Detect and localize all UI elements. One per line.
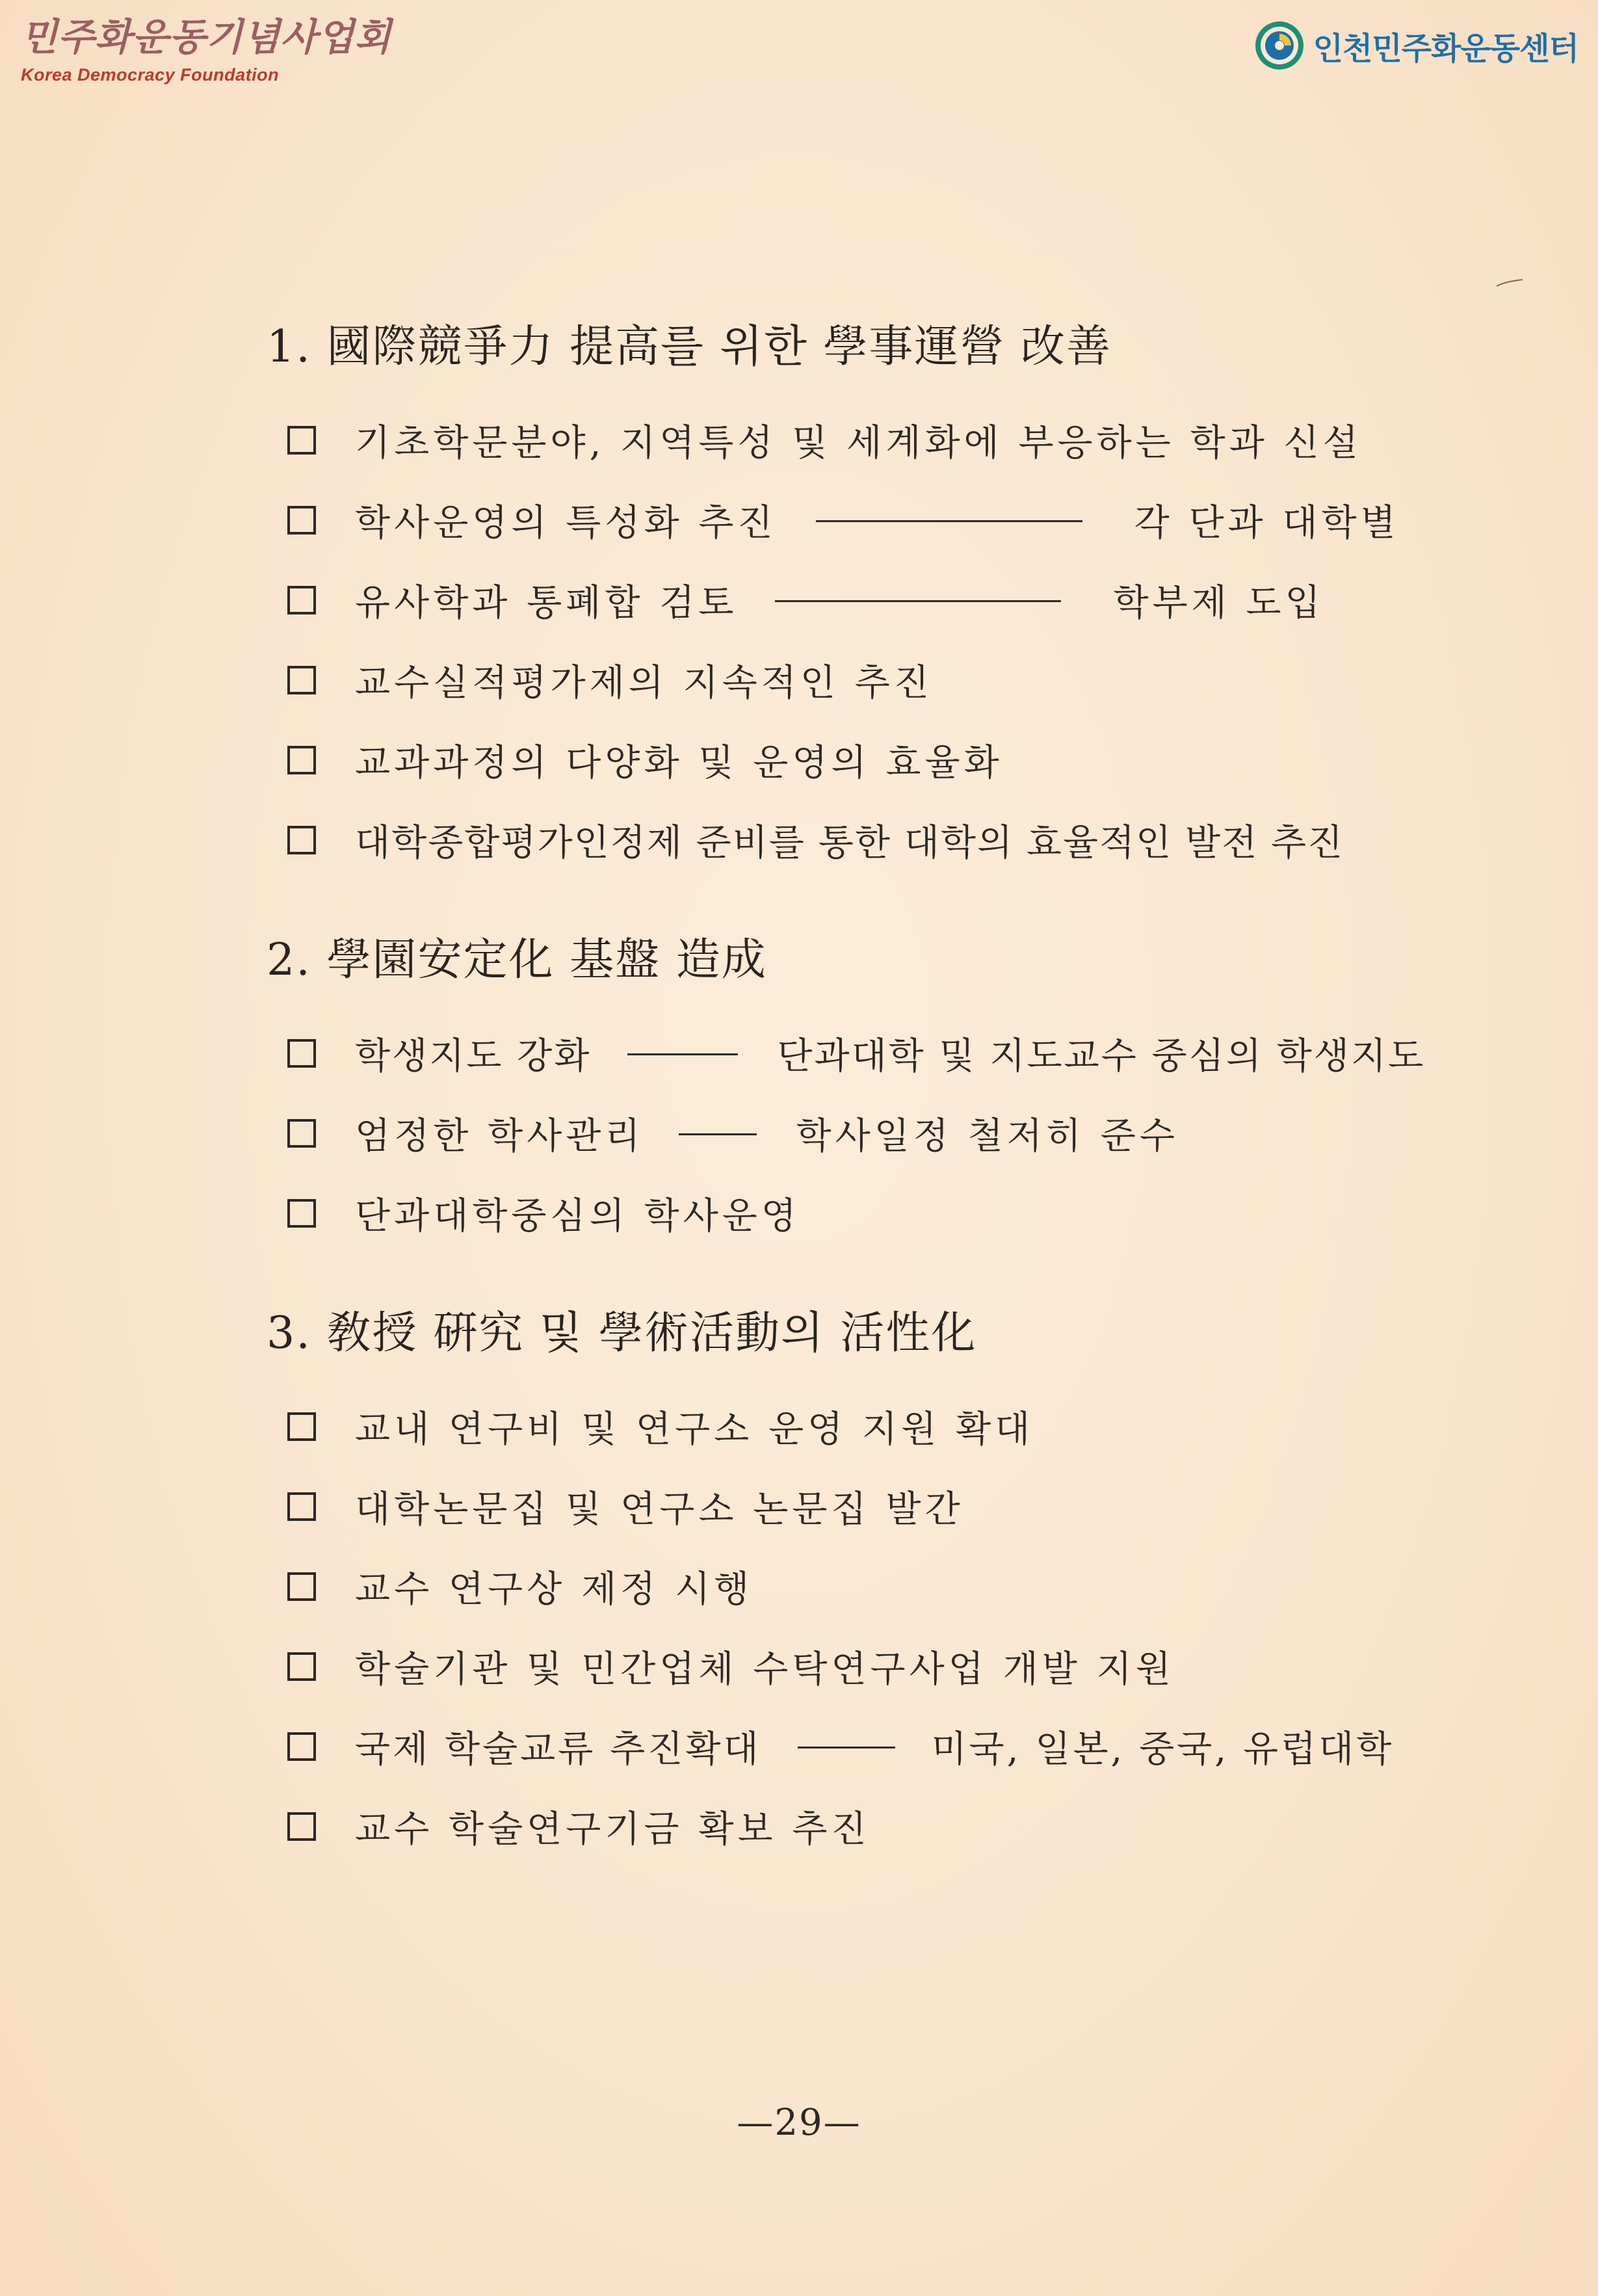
list-item xyxy=(267,1786,1502,1866)
checkbox-icon xyxy=(287,1652,316,1681)
foundation-logo xyxy=(21,15,392,85)
item-label: 기초학문분야, 지역특성 및 세계화에 부응하는 학과 신설 xyxy=(355,421,1362,464)
dash-connector xyxy=(627,1053,738,1055)
list-item xyxy=(267,400,1502,480)
list-item xyxy=(267,640,1502,720)
checkbox-icon xyxy=(287,826,316,854)
section-1 xyxy=(267,321,1502,880)
checkbox-icon xyxy=(287,746,316,774)
list-item xyxy=(267,720,1502,800)
item-label: 교수실적평가제의 지속적인 추진 xyxy=(355,661,933,704)
dash-connector xyxy=(775,600,1061,602)
dash-connector xyxy=(798,1747,895,1748)
checkbox-icon xyxy=(287,506,316,534)
list-item xyxy=(267,1013,1502,1093)
item-detail: 미국, 일본, 중국, 유럽대학 xyxy=(931,1728,1395,1771)
list-item xyxy=(267,1093,1502,1173)
item-label: 교수 학술연구기금 확보 추진 xyxy=(355,1808,871,1851)
item-label: 학사운영의 특성화 추진 xyxy=(355,501,777,544)
list-item xyxy=(267,1546,1502,1626)
foundation-name-ko: 민주화운동기념사업회 xyxy=(21,15,392,59)
checkbox-icon xyxy=(287,426,316,455)
checkbox-icon xyxy=(287,1812,316,1841)
section-title: 2. 學園安定化 基盤 造成 xyxy=(267,934,767,986)
section-2 xyxy=(267,934,1502,1253)
checkbox-icon xyxy=(287,1199,316,1228)
list-item xyxy=(267,560,1502,640)
checkbox-icon xyxy=(287,1732,316,1761)
item-label: 교내 연구비 및 연구소 운영 지원 확대 xyxy=(355,1408,1034,1451)
item-detail: 단과대학 및 지도교수 중심의 학생지도 xyxy=(777,1035,1426,1077)
checkbox-icon xyxy=(287,1039,316,1068)
checkbox-icon xyxy=(287,666,316,694)
item-label: 학술기관 및 민간업체 수탁연구사업 개발 지원 xyxy=(355,1648,1175,1691)
stray-pen-mark xyxy=(1495,278,1524,287)
item-label: 단과대학중심의 학사운영 xyxy=(355,1194,800,1237)
item-label: 교수 연구상 제정 시행 xyxy=(355,1568,753,1611)
item-detail: 각 단과 대학별 xyxy=(1134,501,1400,544)
foundation-name-en: Korea Democracy Foundation xyxy=(21,65,280,85)
section-title: 3. 敎授 硏究 및 學術活動의 活性化 xyxy=(267,1308,977,1359)
page-number: —29— xyxy=(737,2102,861,2144)
checkbox-icon xyxy=(287,1492,316,1521)
dash-connector xyxy=(679,1133,757,1135)
item-label: 국제 학술교류 추진확대 xyxy=(355,1728,761,1771)
item-label: 교과과정의 다양화 및 운영의 효율화 xyxy=(355,741,1003,784)
item-label: 엄정한 학사관리 xyxy=(355,1115,644,1157)
checkbox-icon xyxy=(287,1412,316,1441)
list-item xyxy=(267,1626,1502,1706)
circle-emblem-icon xyxy=(1253,20,1305,72)
list-item xyxy=(267,1173,1502,1253)
center-name: 인천민주화운동센터 xyxy=(1313,30,1578,67)
item-detail: 학사일정 철저히 준수 xyxy=(796,1115,1179,1157)
item-label: 대학종합평가인정제 준비를 통한 대학의 효율적인 발전 추진 xyxy=(355,821,1344,864)
list-item xyxy=(267,1386,1502,1466)
center-logo-block xyxy=(1253,20,1578,72)
list-item xyxy=(267,1466,1502,1546)
item-label: 유사학과 통폐합 검토 xyxy=(355,581,738,624)
item-label: 학생지도 강화 xyxy=(355,1035,592,1077)
dash-connector xyxy=(816,520,1082,522)
list-item xyxy=(267,480,1502,560)
document-body xyxy=(267,321,1502,1866)
list-item xyxy=(267,800,1502,880)
checkbox-icon xyxy=(287,1572,316,1601)
list-item xyxy=(267,1706,1502,1786)
item-label: 대학논문집 및 연구소 논문집 발간 xyxy=(355,1488,964,1531)
checkbox-icon xyxy=(287,586,316,614)
section-3 xyxy=(267,1308,1502,1866)
checkbox-icon xyxy=(287,1119,316,1148)
item-detail: 학부제 도입 xyxy=(1113,581,1324,624)
section-title: 1. 國際競爭力 提高를 위한 學事運營 改善 xyxy=(267,321,1112,373)
